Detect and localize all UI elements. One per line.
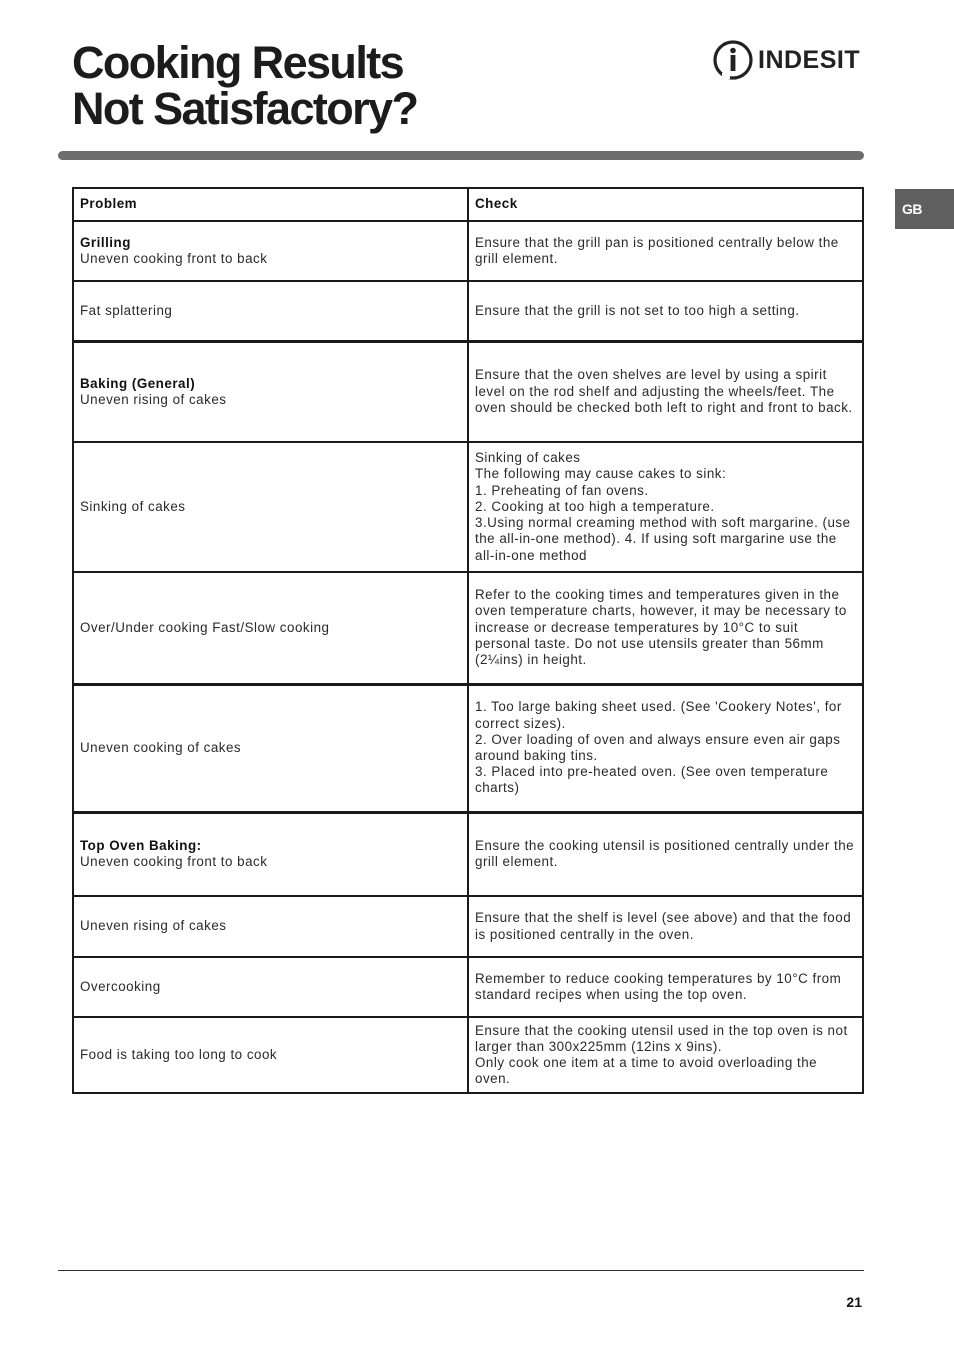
- check-line: 1. Too large baking sheet used. (See 'Cookery Notes', for correct sizes).: [475, 699, 842, 731]
- check-line: Only cook one item at a time to avoid overloading the oven.: [475, 1055, 818, 1087]
- check-cell: [468, 684, 863, 812]
- check-cell: [468, 957, 863, 1017]
- troubleshooting-table: [72, 187, 864, 1094]
- check-text: Ensure that the shelf is level (see above) and that the food is positioned centrally in the oven.: [475, 910, 852, 942]
- page-title: [72, 37, 418, 134]
- table-row: [73, 572, 863, 684]
- problem-text: Uneven cooking front to back: [80, 854, 268, 870]
- check-text: Ensure that the grill is not set to too high a setting.: [475, 302, 800, 318]
- table-row: [73, 221, 863, 281]
- check-cell: [468, 572, 863, 684]
- check-line: 3. Placed into pre-heated oven. (See oven temperature charts): [475, 764, 829, 796]
- check-cell: [468, 896, 863, 957]
- problem-cell: [73, 221, 468, 281]
- table-row: [73, 957, 863, 1017]
- problem-text: Uneven cooking of cakes: [80, 739, 242, 755]
- header-rule: [58, 151, 864, 160]
- problem-cell: [73, 442, 468, 572]
- problem-cell: [73, 281, 468, 341]
- page-title-line-1: Cooking Results: [72, 37, 404, 88]
- brand-name: INDESIT: [758, 45, 861, 74]
- problem-cell: [73, 341, 468, 442]
- check-cell: [468, 221, 863, 281]
- problem-cell: [73, 957, 468, 1017]
- table-row: [73, 896, 863, 957]
- page-title-line-2: Not Satisfactory?: [72, 83, 418, 134]
- check-line: 2. Cooking at too high a temperature.: [475, 498, 715, 514]
- table-row: [73, 812, 863, 896]
- check-cell: [468, 1017, 863, 1093]
- header-problem: Problem: [73, 188, 468, 221]
- language-tab: GB: [895, 189, 954, 229]
- table-row: [73, 341, 863, 442]
- check-cell: [468, 442, 863, 572]
- check-text: Ensure that the grill pan is positioned centrally below the grill element.: [475, 234, 839, 266]
- check-line: Ensure that the cooking utensil used in the top oven is not larger than 300x225mm (12ins x 9ins).: [475, 1022, 848, 1054]
- check-line: 3.Using normal creaming method with soft margarine. (use the all-in-one method). 4. If using soft margarine use the all-in-one method: [475, 515, 851, 563]
- table-row: [73, 442, 863, 572]
- check-line: The following may cause cakes to sink:: [475, 466, 727, 482]
- problem-text: Over/Under cooking Fast/Slow cooking: [80, 619, 330, 635]
- problem-cell: [73, 684, 468, 812]
- problem-cell: [73, 896, 468, 957]
- problem-text: Sinking of cakes: [80, 498, 186, 514]
- footer-rule: [58, 1270, 864, 1271]
- problem-text: Overcooking: [80, 978, 161, 994]
- table-row: [73, 1017, 863, 1093]
- section-label: Grilling: [80, 234, 131, 250]
- section-label: Top Oven Baking:: [80, 838, 202, 854]
- check-line: 2. Over loading of oven and always ensure even air gaps around baking tins.: [475, 731, 841, 763]
- check-cell: [468, 341, 863, 442]
- table-row: [73, 281, 863, 341]
- check-cell: [468, 812, 863, 896]
- indesit-logo-icon: [712, 39, 754, 81]
- problem-cell: [73, 572, 468, 684]
- check-line: Sinking of cakes: [475, 450, 581, 466]
- problem-cell: [73, 1017, 468, 1093]
- problem-text: Uneven rising of cakes: [80, 391, 227, 407]
- table-header-row: [73, 188, 863, 221]
- check-cell: [468, 281, 863, 341]
- check-text: Refer to the cooking times and temperatures given in the oven temperature charts, however, it may be necessary to increase or decrease temperatures by 10°C to suit personal taste. Do not use utensils greater than 56mm (2¼ins) in height.: [475, 587, 847, 668]
- brand-logo: [712, 38, 866, 82]
- problem-text: Fat splattering: [80, 302, 173, 318]
- problem-text: Uneven rising of cakes: [80, 918, 227, 934]
- check-text: Ensure that the oven shelves are level by using a spirit level on the rod shelf and adjusting the wheels/feet. The oven should be checked both left to right and front to back.: [475, 367, 853, 415]
- check-text: Remember to reduce cooking temperatures by 10°C from standard recipes when using the top oven.: [475, 970, 842, 1002]
- check-text: Ensure the cooking utensil is positioned centrally under the grill element.: [475, 838, 855, 870]
- check-line: 1. Preheating of fan ovens.: [475, 482, 649, 498]
- section-label: Baking (General): [80, 375, 196, 391]
- problem-text: Uneven cooking front to back: [80, 251, 268, 266]
- header-check: Check: [468, 188, 863, 221]
- table-row: [73, 684, 863, 812]
- page-number: 21: [846, 1294, 862, 1310]
- problem-text: Food is taking too long to cook: [80, 1046, 278, 1062]
- problem-cell: [73, 812, 468, 896]
